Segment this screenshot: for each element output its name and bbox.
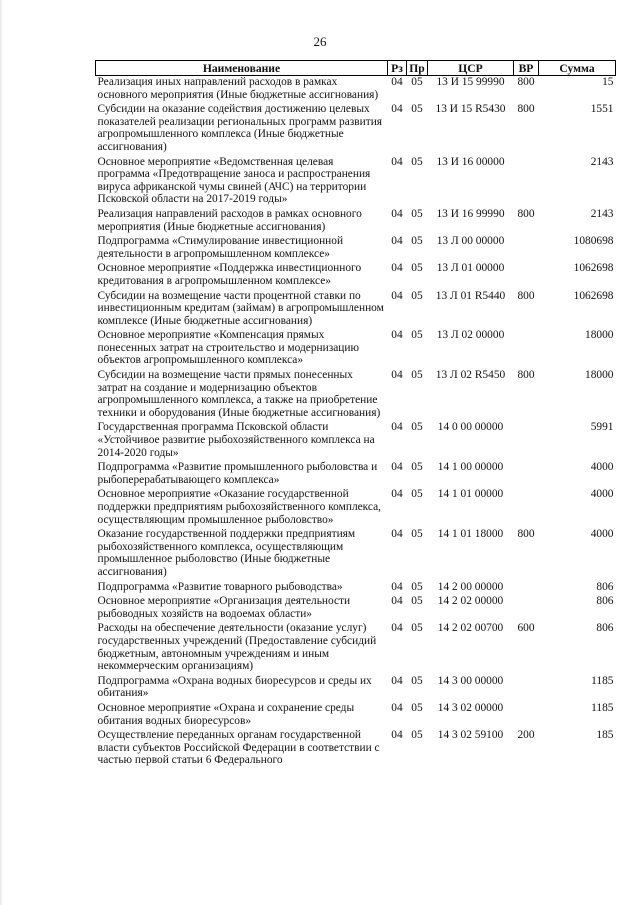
cell-rz: 04 (391, 103, 403, 116)
table-row (96, 581, 616, 596)
cell-rz: 04 (391, 329, 403, 342)
cell-rz: 04 (391, 421, 403, 434)
cell-vr: 800 (517, 103, 535, 116)
cell-pr: 05 (411, 262, 423, 275)
cell-vr (514, 329, 539, 369)
cell-pr: 05 (411, 235, 423, 248)
cell-vr (514, 156, 539, 208)
header-sum: Сумма (539, 61, 616, 76)
header-rz: Рз (388, 61, 407, 76)
table-row (96, 595, 616, 622)
cell-rz: 04 (391, 674, 403, 687)
table-row (96, 421, 616, 461)
cell-vr (514, 581, 539, 596)
cell-sum: 15 (602, 76, 614, 88)
cell-vr: 800 (517, 207, 535, 220)
header-pr: Пр (407, 61, 428, 76)
cell-vr (514, 595, 539, 622)
cell-rz: 04 (391, 701, 403, 714)
cell-vr: 800 (517, 528, 535, 541)
cell-pr: 05 (411, 461, 423, 474)
cell-name: Основное мероприятие «Организация деятельности рыбоводных хозяйств на водоемах области» (97, 595, 351, 620)
cell-sum: 806 (596, 580, 614, 593)
cell-name: Субсидии на оказание содействия достижению целевых показателей реализации региональных программ развития агропромышленного комплекса (Иные бюджетные ассигнования) (97, 103, 383, 153)
budget-table (95, 60, 616, 769)
cell-vr (514, 675, 539, 702)
cell-rz: 04 (391, 235, 403, 248)
cell-sum: 1080698 (573, 235, 614, 248)
cell-pr: 05 (411, 289, 423, 302)
cell-pr: 05 (411, 207, 423, 220)
cell-vr: 800 (517, 369, 535, 382)
cell-name: Осуществление переданных органам государственной власти субъектов Российской Федерации в соответствии с частью первой статьи 6 Федерального (97, 729, 380, 767)
cell-name: Подпрограмма «Охрана водных биоресурсов и среды их обитания» (97, 674, 372, 700)
table-row (96, 461, 616, 488)
cell-sum: 2143 (590, 207, 614, 220)
cell-csr: 14 2 00 00000 (437, 580, 504, 593)
cell-name: Основное мероприятие «Охрана и сохранение среды обитания водных биоресурсов» (97, 701, 355, 727)
cell-csr: 13 И 16 99990 (436, 207, 505, 220)
cell-name: Реализация иных направлений расходов в рамках основного мероприятия (Иные бюджетные ассигнования) (97, 76, 379, 101)
cell-vr (514, 488, 539, 528)
table-row (96, 290, 616, 330)
cell-vr: 200 (517, 729, 535, 742)
cell-pr: 05 (411, 622, 423, 635)
table-row (96, 528, 616, 580)
cell-pr: 05 (411, 674, 423, 687)
cell-csr: 14 1 01 18000 (437, 528, 504, 541)
cell-name: Государственная программа Псковской области «Устойчивое развитие рыбохозяйственного комплекса на 2014-2020 годы» (97, 421, 375, 459)
header-name: Наименование (96, 61, 388, 76)
cell-name: Подпрограмма «Стимулирование инвестиционной деятельности в агропромышленном комплексе» (97, 235, 344, 260)
table-row (96, 76, 616, 104)
cell-pr: 05 (411, 580, 423, 593)
table-header-row (96, 61, 616, 76)
cell-name: Основное мероприятие «Компенсация прямых понесенных затрат на строительство и модернизацию объектов агропромышленного комплекса» (97, 329, 359, 367)
cell-vr: 600 (517, 622, 535, 635)
cell-pr: 05 (411, 76, 423, 88)
cell-pr: 05 (411, 155, 423, 168)
cell-csr: 14 3 02 00000 (437, 701, 504, 714)
cell-csr: 14 1 01 00000 (437, 488, 504, 501)
cell-vr (514, 461, 539, 488)
cell-name: Подпрограмма «Развитие товарного рыбоводства» (97, 580, 343, 593)
cell-sum: 1551 (590, 103, 614, 116)
cell-sum: 1185 (591, 674, 614, 687)
cell-vr (514, 235, 539, 262)
cell-csr: 14 2 02 00700 (437, 622, 504, 635)
cell-rz: 04 (391, 207, 403, 220)
table-row (96, 208, 616, 235)
cell-pr: 05 (411, 369, 423, 382)
cell-pr: 05 (411, 488, 423, 501)
table-row (96, 675, 616, 702)
cell-csr: 14 1 00 00000 (437, 461, 504, 474)
cell-csr: 13 Л 02 R5450 (435, 369, 506, 382)
cell-csr: 13 Л 02 00000 (436, 329, 505, 342)
table-row (96, 488, 616, 528)
cell-sum: 1062698 (573, 289, 614, 302)
cell-name: Основное мероприятие «Ведомственная целевая программа «Предотвращение заноса и распространения вируса африканской чумы свиней (АЧС) на территории Псковской области на 2017-2019 годы» (97, 155, 371, 206)
cell-pr: 05 (411, 103, 423, 116)
cell-pr: 05 (411, 329, 423, 342)
cell-name: Субсидии на возмещение части процентной ставки по инвестиционным кредитам (займам) в агропромышленном комплексе (Иные бюджетные ассигнования) (97, 289, 384, 327)
cell-vr (514, 421, 539, 461)
cell-rz: 04 (391, 289, 403, 302)
cell-rz: 04 (391, 729, 403, 742)
cell-rz: 04 (391, 528, 403, 541)
cell-rz: 04 (391, 262, 403, 275)
cell-sum: 4000 (590, 461, 614, 474)
cell-name: Расходы на обеспечение деятельности (оказание услуг) государственных учреждений (Предоставление субсидий бюджетным, автономным учреждениям и иным некоммерческим организациям) (97, 622, 377, 673)
cell-rz: 04 (391, 580, 403, 593)
cell-rz: 04 (391, 488, 403, 501)
cell-vr: 800 (517, 76, 535, 88)
cell-vr: 800 (517, 289, 535, 302)
table-row (96, 103, 616, 155)
table-row (96, 156, 616, 208)
cell-vr (514, 702, 539, 729)
cell-sum: 1062698 (573, 262, 614, 275)
cell-pr: 05 (411, 595, 423, 608)
cell-pr: 05 (411, 701, 423, 714)
cell-name: Субсидии на возмещение части прямых понесенных затрат на создание и модернизацию объектов агропромышленного комплекса, а также на приобретение техники и оборудования (Иные бюджетные ассигнования) (97, 369, 381, 419)
cell-rz: 04 (391, 369, 403, 382)
cell-csr: 14 3 02 59100 (437, 729, 504, 742)
page-number: 26 (313, 34, 327, 49)
cell-sum: 806 (596, 622, 614, 635)
header-csr: ЦСР (428, 61, 514, 76)
cell-csr: 13 Л 01 00000 (436, 262, 505, 275)
table-row (96, 329, 616, 369)
cell-sum: 2143 (590, 155, 614, 168)
cell-rz: 04 (391, 155, 403, 168)
cell-sum: 806 (596, 595, 614, 608)
cell-sum: 4000 (590, 488, 614, 501)
table-row (96, 262, 616, 289)
cell-rz: 04 (391, 76, 403, 88)
table-body (96, 76, 616, 769)
cell-pr: 05 (411, 528, 423, 541)
cell-sum: 18000 (585, 369, 614, 382)
cell-csr: 13 И 15 R5430 (435, 103, 506, 116)
table-row (96, 622, 616, 674)
cell-csr: 14 2 02 00000 (437, 595, 504, 608)
cell-name: Основное мероприятие «Оказание государственной поддержки предприятиям рыбохозяйственного комплекса, осуществляющим промышленное рыболовство» (97, 488, 382, 526)
cell-csr: 14 0 00 00000 (437, 421, 504, 434)
cell-name: Подпрограмма «Развитие промышленного рыболовства и рыбоперерабатывающего комплекса» (97, 461, 378, 486)
cell-rz: 04 (391, 622, 403, 635)
cell-vr (514, 262, 539, 289)
cell-sum: 185 (596, 729, 614, 742)
cell-pr: 05 (411, 729, 423, 742)
cell-csr: 13 Л 00 00000 (436, 235, 505, 248)
cell-csr: 14 3 00 00000 (437, 674, 504, 687)
cell-pr: 05 (411, 421, 423, 434)
cell-sum: 5991 (590, 421, 614, 434)
table-row (96, 702, 616, 729)
table-row (96, 235, 616, 262)
cell-sum: 4000 (590, 528, 614, 541)
cell-rz: 04 (391, 595, 403, 608)
cell-csr: 13 И 15 99990 (436, 76, 505, 88)
cell-sum: 18000 (585, 329, 614, 342)
table-row (96, 729, 616, 769)
scan-edge (0, 0, 3, 905)
cell-name: Оказание государственной поддержки предприятиям рыбохозяйственного комплекса, осуществляющим промышленное рыболовство (Иные бюджетные ассигнования) (97, 528, 356, 578)
table-row (96, 369, 616, 421)
cell-name: Реализация направлений расходов в рамках основного мероприятия (Иные бюджетные ассигнования) (97, 207, 362, 233)
cell-csr: 13 И 16 00000 (436, 155, 505, 168)
cell-rz: 04 (391, 461, 403, 474)
cell-name: Основное мероприятие «Поддержка инвестиционного кредитования в агропромышленном комплексе» (97, 262, 362, 287)
cell-sum: 1185 (591, 701, 614, 714)
header-vr: ВР (514, 61, 539, 76)
cell-csr: 13 Л 01 R5440 (435, 289, 506, 302)
